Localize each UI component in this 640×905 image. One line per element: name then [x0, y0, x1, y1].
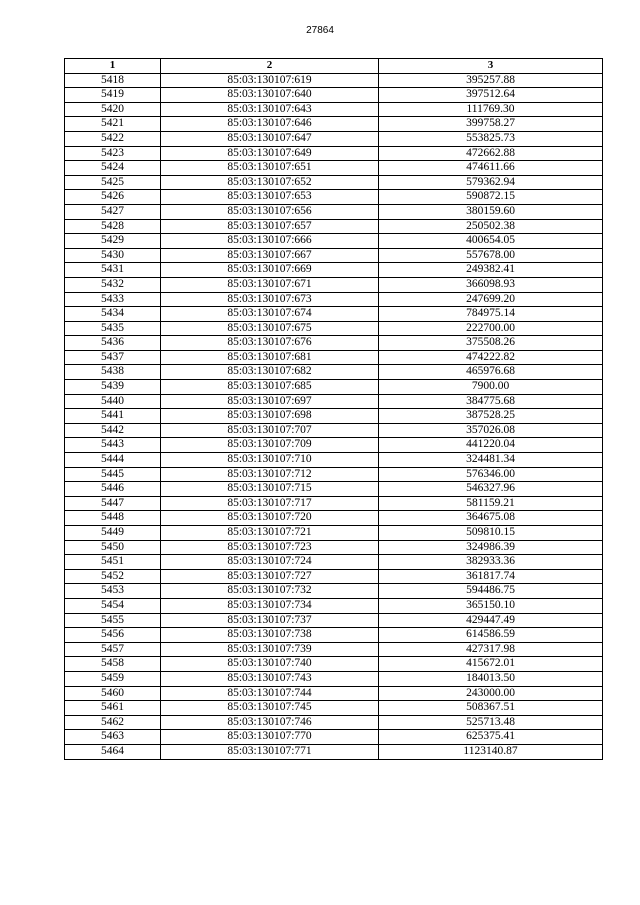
cell-cadastral-number: 85:03:130107:619 — [161, 73, 379, 88]
table-row — [65, 715, 603, 730]
cell-row-number: 5420 — [65, 102, 161, 117]
cell-cadastral-number: 85:03:130107:710 — [161, 453, 379, 468]
cell-cadastral-number: 85:03:130107:671 — [161, 277, 379, 292]
table-row — [65, 88, 603, 103]
table-row — [65, 423, 603, 438]
cell-cadastral-number: 85:03:130107:740 — [161, 657, 379, 672]
cell-value: 1123140.87 — [379, 744, 603, 759]
cell-row-number: 5445 — [65, 467, 161, 482]
cell-value: 364675.08 — [379, 511, 603, 526]
cell-value: 250502.38 — [379, 219, 603, 234]
cell-cadastral-number: 85:03:130107:738 — [161, 628, 379, 643]
cell-row-number: 5447 — [65, 496, 161, 511]
table-row — [65, 555, 603, 570]
cell-value: 184013.50 — [379, 671, 603, 686]
cell-cadastral-number: 85:03:130107:640 — [161, 88, 379, 103]
cell-row-number: 5464 — [65, 744, 161, 759]
table-row — [65, 307, 603, 322]
table-row — [65, 642, 603, 657]
cell-value: 429447.49 — [379, 613, 603, 628]
cell-row-number: 5449 — [65, 526, 161, 541]
table-row — [65, 584, 603, 599]
cell-row-number: 5461 — [65, 701, 161, 716]
cell-row-number: 5431 — [65, 263, 161, 278]
cell-value: 366098.93 — [379, 277, 603, 292]
cell-cadastral-number: 85:03:130107:739 — [161, 642, 379, 657]
cell-value: 375508.26 — [379, 336, 603, 351]
cell-row-number: 5422 — [65, 131, 161, 146]
table-row — [65, 613, 603, 628]
cell-cadastral-number: 85:03:130107:697 — [161, 394, 379, 409]
cell-value: 508367.51 — [379, 701, 603, 716]
cell-value: 415672.01 — [379, 657, 603, 672]
cell-row-number: 5458 — [65, 657, 161, 672]
cell-value: 576346.00 — [379, 467, 603, 482]
cell-value: 400654.05 — [379, 234, 603, 249]
cell-value: 474611.66 — [379, 161, 603, 176]
cell-cadastral-number: 85:03:130107:770 — [161, 730, 379, 745]
table-row — [65, 628, 603, 643]
cell-value: 614586.59 — [379, 628, 603, 643]
cell-row-number: 5426 — [65, 190, 161, 205]
table-row — [65, 365, 603, 380]
cell-row-number: 5433 — [65, 292, 161, 307]
cell-value: 111769.30 — [379, 102, 603, 117]
cell-row-number: 5430 — [65, 248, 161, 263]
table-row — [65, 686, 603, 701]
cell-cadastral-number: 85:03:130107:734 — [161, 598, 379, 613]
cell-value: 324986.39 — [379, 540, 603, 555]
cell-cadastral-number: 85:03:130107:732 — [161, 584, 379, 599]
cell-cadastral-number: 85:03:130107:666 — [161, 234, 379, 249]
cell-row-number: 5451 — [65, 555, 161, 570]
registry-table — [64, 58, 603, 760]
table-row — [65, 161, 603, 176]
cell-value: 581159.21 — [379, 496, 603, 511]
cell-value: 557678.00 — [379, 248, 603, 263]
cell-cadastral-number: 85:03:130107:649 — [161, 146, 379, 161]
cell-value: 387528.25 — [379, 409, 603, 424]
table-row — [65, 190, 603, 205]
cell-row-number: 5441 — [65, 409, 161, 424]
table-row — [65, 671, 603, 686]
cell-row-number: 5435 — [65, 321, 161, 336]
cell-cadastral-number: 85:03:130107:685 — [161, 380, 379, 395]
cell-row-number: 5418 — [65, 73, 161, 88]
table-row — [65, 263, 603, 278]
table-row — [65, 73, 603, 88]
cell-row-number: 5419 — [65, 88, 161, 103]
cell-row-number: 5455 — [65, 613, 161, 628]
cell-row-number: 5437 — [65, 350, 161, 365]
table-row — [65, 467, 603, 482]
cell-value: 395257.88 — [379, 73, 603, 88]
table-row — [65, 102, 603, 117]
cell-row-number: 5456 — [65, 628, 161, 643]
cell-value: 625375.41 — [379, 730, 603, 745]
cell-row-number: 5438 — [65, 365, 161, 380]
cell-value: 384775.68 — [379, 394, 603, 409]
cell-cadastral-number: 85:03:130107:698 — [161, 409, 379, 424]
cell-cadastral-number: 85:03:130107:652 — [161, 175, 379, 190]
cell-value: 399758.27 — [379, 117, 603, 132]
cell-cadastral-number: 85:03:130107:723 — [161, 540, 379, 555]
cell-cadastral-number: 85:03:130107:707 — [161, 423, 379, 438]
table-row — [65, 175, 603, 190]
table-row — [65, 496, 603, 511]
cell-row-number: 5448 — [65, 511, 161, 526]
cell-cadastral-number: 85:03:130107:717 — [161, 496, 379, 511]
table-body — [65, 73, 603, 759]
cell-cadastral-number: 85:03:130107:721 — [161, 526, 379, 541]
table-header-row — [65, 59, 603, 74]
cell-row-number: 5450 — [65, 540, 161, 555]
column-header-value: 3 — [379, 59, 603, 74]
cell-row-number: 5459 — [65, 671, 161, 686]
column-header-number: 1 — [65, 59, 161, 74]
cell-value: 427317.98 — [379, 642, 603, 657]
table-row — [65, 380, 603, 395]
table-row — [65, 204, 603, 219]
cell-row-number: 5453 — [65, 584, 161, 599]
cell-value: 324481.34 — [379, 453, 603, 468]
cell-row-number: 5446 — [65, 482, 161, 497]
cell-value: 222700.00 — [379, 321, 603, 336]
table-row — [65, 394, 603, 409]
cell-value: 472662.88 — [379, 146, 603, 161]
cell-value: 7900.00 — [379, 380, 603, 395]
cell-cadastral-number: 85:03:130107:720 — [161, 511, 379, 526]
cell-value: 249382.41 — [379, 263, 603, 278]
table-row — [65, 540, 603, 555]
cell-row-number: 5436 — [65, 336, 161, 351]
cell-row-number: 5460 — [65, 686, 161, 701]
cell-cadastral-number: 85:03:130107:743 — [161, 671, 379, 686]
table-row — [65, 321, 603, 336]
cell-cadastral-number: 85:03:130107:667 — [161, 248, 379, 263]
cell-value: 247699.20 — [379, 292, 603, 307]
page-number: 27864 — [306, 25, 334, 36]
cell-value: 382933.36 — [379, 555, 603, 570]
cell-cadastral-number: 85:03:130107:656 — [161, 204, 379, 219]
cell-value: 397512.64 — [379, 88, 603, 103]
cell-row-number: 5444 — [65, 453, 161, 468]
cell-row-number: 5439 — [65, 380, 161, 395]
cell-cadastral-number: 85:03:130107:745 — [161, 701, 379, 716]
cell-value: 441220.04 — [379, 438, 603, 453]
table-row — [65, 131, 603, 146]
table-row — [65, 657, 603, 672]
cell-cadastral-number: 85:03:130107:715 — [161, 482, 379, 497]
table-row — [65, 526, 603, 541]
cell-row-number: 5463 — [65, 730, 161, 745]
cell-row-number: 5457 — [65, 642, 161, 657]
cell-value: 474222.82 — [379, 350, 603, 365]
table-row — [65, 117, 603, 132]
cell-row-number: 5452 — [65, 569, 161, 584]
table-row — [65, 292, 603, 307]
cell-value: 579362.94 — [379, 175, 603, 190]
cell-cadastral-number: 85:03:130107:709 — [161, 438, 379, 453]
cell-row-number: 5462 — [65, 715, 161, 730]
cell-row-number: 5442 — [65, 423, 161, 438]
table-row — [65, 234, 603, 249]
cell-cadastral-number: 85:03:130107:646 — [161, 117, 379, 132]
table-row — [65, 511, 603, 526]
table-row — [65, 409, 603, 424]
cell-row-number: 5425 — [65, 175, 161, 190]
cell-cadastral-number: 85:03:130107:669 — [161, 263, 379, 278]
cell-cadastral-number: 85:03:130107:643 — [161, 102, 379, 117]
cell-row-number: 5427 — [65, 204, 161, 219]
cell-row-number: 5424 — [65, 161, 161, 176]
cell-cadastral-number: 85:03:130107:651 — [161, 161, 379, 176]
cell-row-number: 5443 — [65, 438, 161, 453]
cell-cadastral-number: 85:03:130107:746 — [161, 715, 379, 730]
cell-value: 509810.15 — [379, 526, 603, 541]
cell-cadastral-number: 85:03:130107:682 — [161, 365, 379, 380]
column-header-cadastral: 2 — [161, 59, 379, 74]
cell-cadastral-number: 85:03:130107:744 — [161, 686, 379, 701]
cell-value: 784975.14 — [379, 307, 603, 322]
cell-cadastral-number: 85:03:130107:727 — [161, 569, 379, 584]
table-row — [65, 569, 603, 584]
table-row — [65, 453, 603, 468]
table-row — [65, 438, 603, 453]
cell-value: 361817.74 — [379, 569, 603, 584]
cell-cadastral-number: 85:03:130107:653 — [161, 190, 379, 205]
table-row — [65, 277, 603, 292]
cell-row-number: 5432 — [65, 277, 161, 292]
cell-value: 465976.68 — [379, 365, 603, 380]
cell-cadastral-number: 85:03:130107:675 — [161, 321, 379, 336]
table-row — [65, 482, 603, 497]
cell-row-number: 5421 — [65, 117, 161, 132]
table-row — [65, 248, 603, 263]
cell-cadastral-number: 85:03:130107:676 — [161, 336, 379, 351]
table-row — [65, 336, 603, 351]
cell-cadastral-number: 85:03:130107:712 — [161, 467, 379, 482]
cell-row-number: 5423 — [65, 146, 161, 161]
table-row — [65, 744, 603, 759]
cell-cadastral-number: 85:03:130107:681 — [161, 350, 379, 365]
cell-row-number: 5454 — [65, 598, 161, 613]
cell-value: 525713.48 — [379, 715, 603, 730]
cell-value: 380159.60 — [379, 204, 603, 219]
cell-row-number: 5434 — [65, 307, 161, 322]
cell-row-number: 5440 — [65, 394, 161, 409]
table-row — [65, 219, 603, 234]
table-row — [65, 598, 603, 613]
table-row — [65, 701, 603, 716]
cell-value: 594486.75 — [379, 584, 603, 599]
table-row — [65, 350, 603, 365]
cell-value: 243000.00 — [379, 686, 603, 701]
cell-value: 546327.96 — [379, 482, 603, 497]
cell-cadastral-number: 85:03:130107:674 — [161, 307, 379, 322]
table-row — [65, 146, 603, 161]
cell-cadastral-number: 85:03:130107:724 — [161, 555, 379, 570]
cell-value: 553825.73 — [379, 131, 603, 146]
cell-value: 365150.10 — [379, 598, 603, 613]
table-row — [65, 730, 603, 745]
cell-row-number: 5428 — [65, 219, 161, 234]
cell-row-number: 5429 — [65, 234, 161, 249]
cell-value: 357026.08 — [379, 423, 603, 438]
cell-cadastral-number: 85:03:130107:673 — [161, 292, 379, 307]
cell-cadastral-number: 85:03:130107:647 — [161, 131, 379, 146]
cell-value: 590872.15 — [379, 190, 603, 205]
cell-cadastral-number: 85:03:130107:657 — [161, 219, 379, 234]
cell-cadastral-number: 85:03:130107:737 — [161, 613, 379, 628]
cell-cadastral-number: 85:03:130107:771 — [161, 744, 379, 759]
